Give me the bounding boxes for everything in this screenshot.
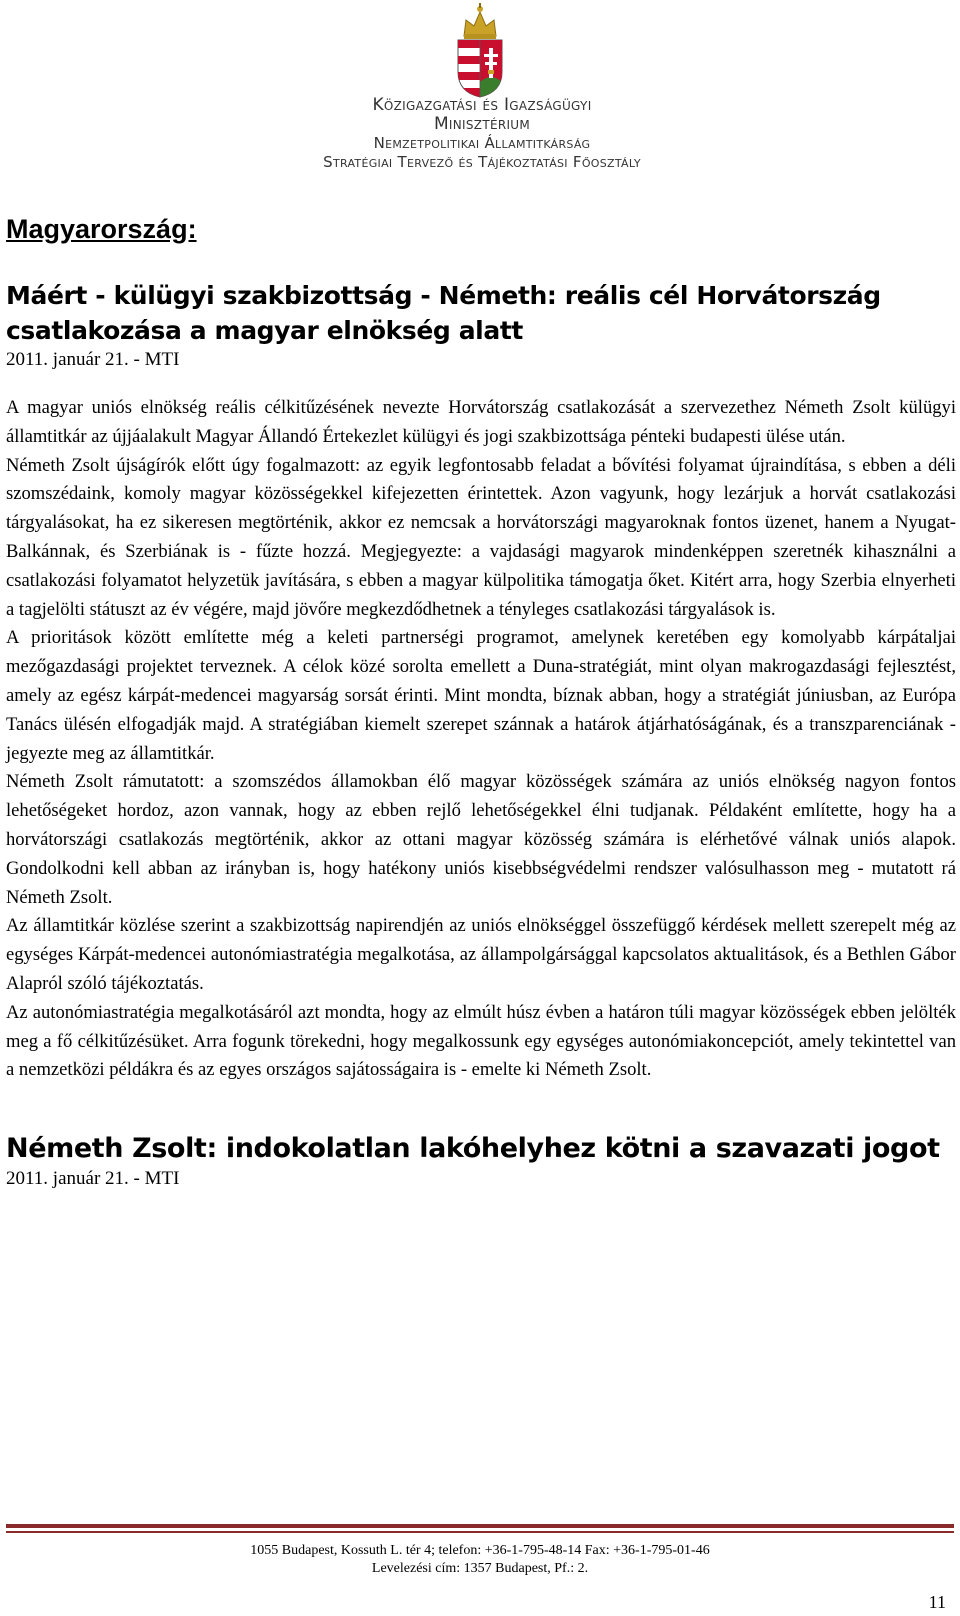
article-title: Máért - külügyi szakbizottság - Németh: reális cél Horvátország csatlakozása a magyar elnökség alatt — [6, 281, 881, 345]
article-1 — [6, 278, 956, 1085]
paragraph: Az autonómiastratégia megalkotásáról azt mondta, hogy az elmúlt húsz évben a határon túli magyar közösségek ebben jelölték meg a fő célkitűzésüket. Arra fogunk törekedni, hogy megalkossunk egy egységes autonómiakoncepciót, amely tekintettel van a nemzetközi példákra és az egyes országos sajátosságaira is - emelte ki Németh Zsolt. — [6, 1001, 956, 1081]
article-title: Németh Zsolt: indokolatlan lakóhelyhez kötni a szavazati jogot — [6, 1133, 940, 1165]
footer-rule — [6, 1531, 954, 1533]
footer-mail-line: Levelezési cím: 1357 Budapest, Pf.: 2. — [371, 1561, 589, 1576]
paragraph: Németh Zsolt rámutatott: a szomszédos államokban élő magyar közösségek számára az uniós elnökség nagyon fontos lehetőségeket hordoz, azon vannak, hogy az ebben rejlő lehetőségekkel élni tudjanak. Példaként említette, hogy ha a horvátországi csatlakozás megtörténik, akkor az ottani magyar közösség számára is elérhetővé válnak uniós alapok. Gondolkodni kell abban az irányban is, hogy hatékony uniós kisebbségvédelmi rendszer valósulhasson meg - mutatott rá Németh Zsolt. — [6, 771, 956, 908]
ministry-line-3: Nemzetpolitikai Államtitkárság — [373, 134, 591, 152]
page-footer — [0, 1522, 960, 1616]
paragraph: A magyar uniós elnökség reális célkitűzésének nevezte Horvátország csatlakozását a szervezethez Németh Zsolt külügyi államtitkár az újjáalakult Magyar Állandó Értekezlet külügyi és jogi szakbizottsága pénteki budapesti ülése után. — [6, 397, 956, 447]
footer-address — [0, 1542, 960, 1578]
article-body — [6, 394, 956, 1085]
letterhead — [0, 0, 960, 200]
section-heading: Magyarország: — [6, 214, 197, 244]
paragraph: Németh Zsolt újságírók előtt úgy fogalmazott: az egyik legfontosabb feladat a bővítési folyamat újraindítása, s ebben a déli szomszédaink, komoly magyar közösségekkel kifejezetten érintettek. Azon vagyunk, hogy lezárjuk a horvát csatlakozási tárgyalásokat, ha ez sikeresen megtörténik, akkor ez nemcsak a horvátországi magyaroknak fontos üzenet, hanem a Nyugat-Balkánnak, és Szerbiának is - fűzte hozzá. Megjegyezte: a vajdasági magyarok mindenképpen szeretnék kihasználni a csatlakozási folyamatot helyzetük javítására, s ebben a magyar külpolitika támogatja őket. Kitért arra, hogy Szerbia elnyerheti a tagjelölti státuszt az év végére, majd jövőre megkezdődhetnek a tényleges csatlakozási tárgyalások is. — [6, 454, 956, 620]
document-body — [6, 212, 956, 1213]
hungarian-coat-of-arms-icon — [452, 2, 508, 98]
ministry-name — [262, 96, 702, 172]
article-date: 2011. január 21. - MTI — [6, 349, 180, 370]
paragraph: Az államtitkár közlése szerint a szakbizottság napirendjén az uniós elnökséggel összefüggő kérdések mellett szerepelt még az egységes Kárpát-medencei autonómiastratégia megalkotása, az állampolgársággal kapcsolatos aktualitások, és a Bethlen Gábor Alapról szóló tájékoztatás. — [6, 915, 956, 994]
ministry-line-4: Stratégiai Tervező és Tájékoztatási Főosztály — [323, 153, 641, 171]
footer-rule — [6, 1524, 954, 1528]
article-2 — [6, 1131, 956, 1191]
ministry-line-1: Közigazgatási és Igazságügyi — [372, 95, 592, 115]
article-date: 2011. január 21. - MTI — [6, 1168, 180, 1190]
ministry-line-2: Minisztérium — [433, 114, 531, 134]
footer-contact-line: 1055 Budapest, Kossuth L. tér 4; telefon: +36-1-795-48-14 Fax: +36-1-795-01-46 — [250, 1543, 710, 1558]
paragraph: A prioritások között említette még a keleti partnerségi programot, amelynek keretében egy komolyabb kárpátaljai mezőgazdasági projektet terveznek. A célok közé sorolta emellett a Duna-stratégiát, mint olyan makrogazdasági fejlesztést, amely az egész kárpát-medencei magyarság sorsát érinti. Mint mondta, bíznak abban, hogy a stratégiát júniusban, az Európa Tanács ülésén elfogadják majd. A stratégiában kiemelt szerepet szánnak a határok átjárhatóságának, és a transzparenciának - jegyezte meg az államtitkár. — [6, 627, 956, 764]
page-number: 11 — [928, 1592, 946, 1612]
